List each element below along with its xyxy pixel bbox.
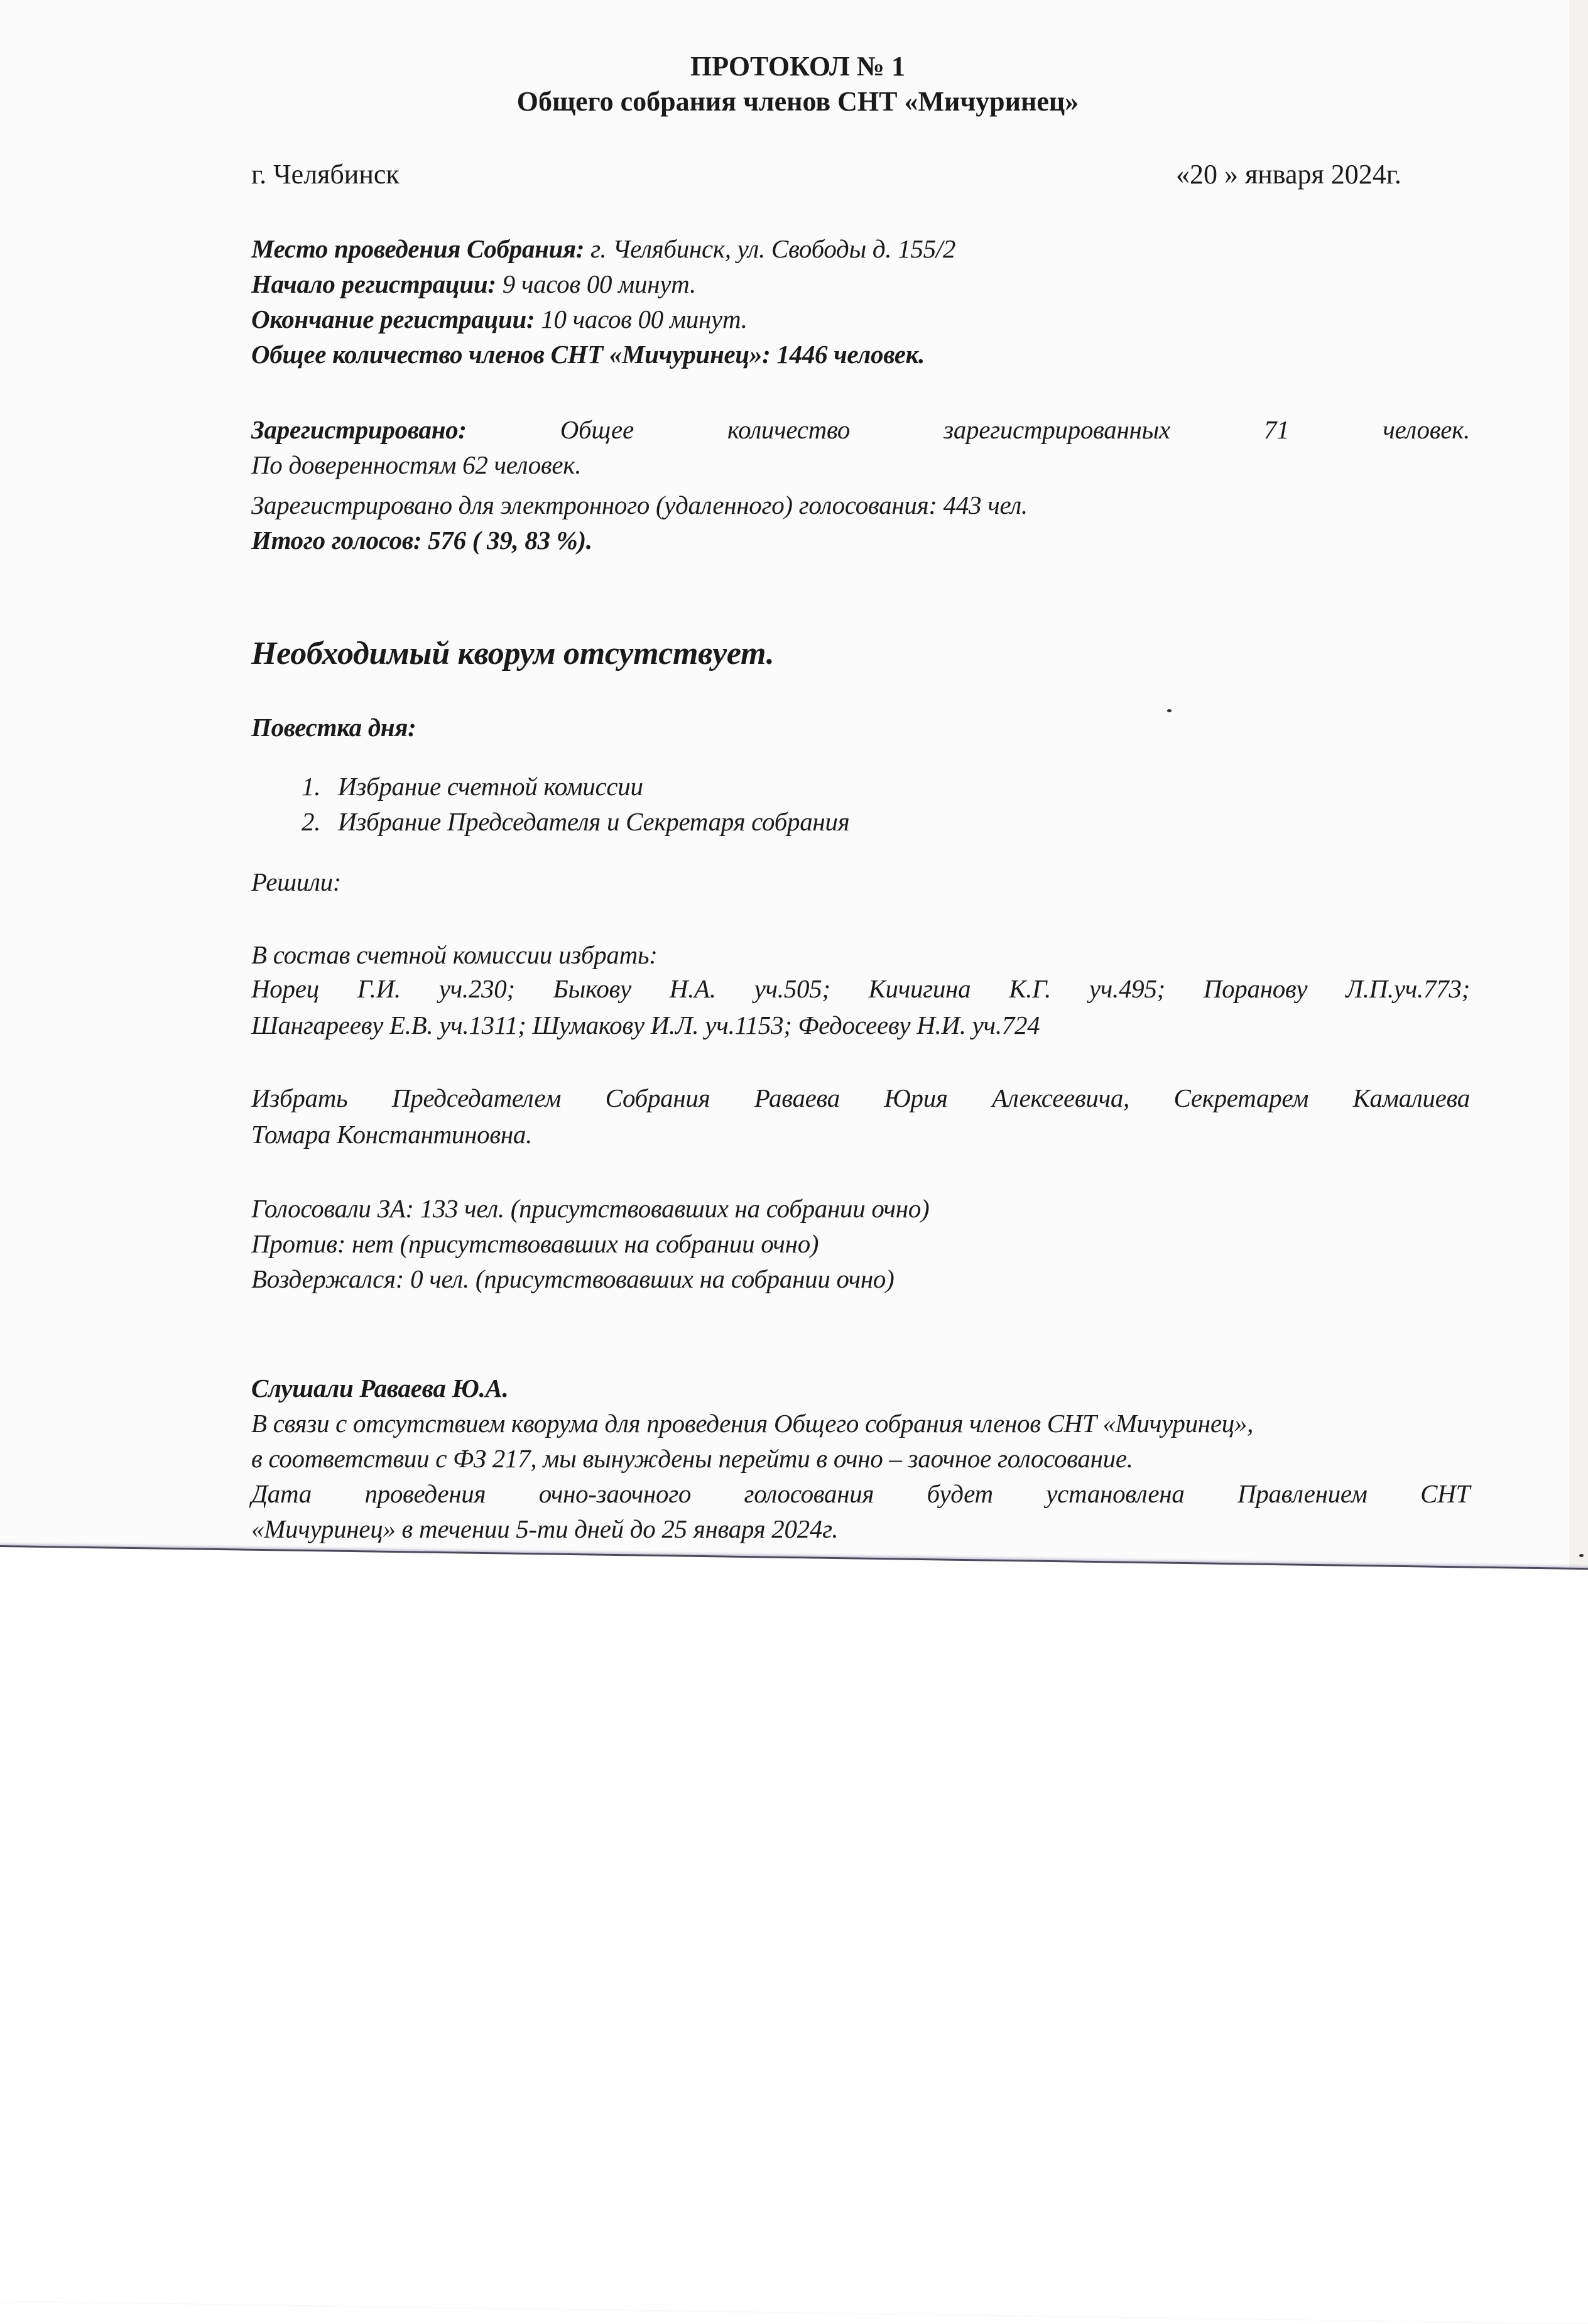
total-votes-line [251, 525, 592, 556]
agenda-item [302, 771, 643, 802]
chair-line [251, 1083, 1470, 1114]
registered-word: зарегистрированных [944, 415, 1170, 444]
lower-page-edge [0, 1545, 1588, 2324]
reg-end-value: 10 часов 00 минут. [535, 305, 748, 334]
reg-end-label: Окончание регистрации: [251, 305, 535, 334]
chair-word: Раваева [754, 1083, 840, 1112]
commission-members-line [251, 974, 1470, 1004]
heard-date-line-2: «Мичуринец» в течении 5-ти дней до 25 января 2024г. [251, 1514, 839, 1543]
commission-word: Кичигина [868, 974, 971, 1003]
chair-word: Председателем [391, 1083, 562, 1112]
city: г. Челябинск [251, 159, 400, 190]
heard-paragraph-line: в соответствии с ФЗ 217, мы вынуждены перейти в очно – заочное голосование. [251, 1444, 1133, 1473]
chair-word: Секретарем [1173, 1083, 1309, 1112]
commission-members-line-2: Шангарееву Е.В. уч.1311; Шумакову И.Л. уч.1153; Федосееву Н.И. уч.724 [251, 1011, 1040, 1040]
venue-value: г. Челябинск, ул. Свободы д. 155/2 [584, 234, 956, 263]
chair-word: Собрания [605, 1083, 710, 1112]
heard-word: Дата [251, 1479, 312, 1508]
document-title: ПРОТОКОЛ № 1 [690, 51, 905, 82]
registered-count: 71 [1263, 415, 1290, 444]
commission-word: К.Г. [1009, 974, 1051, 1003]
chair-word: Алексеевича, [992, 1083, 1129, 1112]
agenda-item-text: Избрание Председателя и Секретаря собрания [338, 807, 850, 836]
chair-line-2: Томара Константиновна. [251, 1120, 533, 1149]
scan-speck [1579, 1554, 1584, 1557]
reg-start-value: 9 часов 00 минут. [496, 269, 696, 298]
heard-label: Слушали Раваева Ю.А. [251, 1374, 509, 1403]
registered-word: количество [727, 415, 851, 444]
proxies-line: По доверенностям 62 человек. [251, 450, 582, 479]
commission-word: Поранову [1203, 974, 1308, 1003]
vote-abstain: Воздержался: 0 чел. (присутствовавших на собрании очно) [251, 1264, 895, 1293]
registered-label: Зарегистрировано: [251, 415, 467, 444]
heard-word: голосования [744, 1479, 874, 1508]
quorum-statement: Необходимый кворум отсутствует. [251, 636, 775, 671]
commission-word: уч.505; [754, 974, 830, 1003]
commission-word: Быкову [553, 974, 631, 1003]
registered-line [251, 415, 1470, 445]
registered-word: Общее [560, 415, 634, 444]
heard-paragraph-line: В связи с отсутствием кворума для проведения Общего собрания членов СНТ «Мичуринец», [251, 1409, 1254, 1438]
commission-word: уч.230; [438, 974, 515, 1003]
commission-word: уч.495; [1089, 974, 1165, 1003]
reg-end-line [251, 304, 748, 335]
reg-start-label: Начало регистрации: [251, 269, 496, 298]
heard-heading [251, 1373, 508, 1404]
agenda-label: Повестка дня: [251, 713, 416, 742]
document-subtitle: Общего собрания членов СНТ «Мичуринец» [516, 86, 1079, 117]
venue-label: Место проведения Собрания: [251, 234, 585, 263]
venue-line [251, 234, 955, 264]
commission-word: Норец [251, 974, 319, 1003]
heard-word: будет [927, 1479, 993, 1508]
decided-label: Решили: [251, 867, 342, 896]
heard-word: очно-заочного [538, 1479, 692, 1508]
heard-word: Правлением [1237, 1479, 1368, 1508]
commission-word: Н.А. [669, 974, 716, 1003]
heard-word: СНТ [1420, 1479, 1470, 1508]
total-members-line [251, 339, 925, 370]
scan-speck [1167, 709, 1172, 712]
reg-start-line [251, 269, 696, 300]
heard-word: проведения [364, 1479, 486, 1508]
chair-word: Камалиева [1352, 1083, 1470, 1112]
registered-word: человек. [1383, 415, 1470, 444]
vote-for: Голосовали ЗА: 133 чел. (присутствовавших на собрании очно) [251, 1194, 930, 1223]
commission-word: Л.П.уч.773; [1346, 974, 1470, 1003]
scan-edge-band [1569, 0, 1588, 1608]
agenda-item-number: 2. [302, 807, 321, 836]
vote-against: Против: нет (присутствовавших на собрании очно) [251, 1229, 819, 1258]
heard-date-line [251, 1479, 1470, 1509]
agenda-item [302, 806, 849, 837]
chair-word: Юрия [884, 1083, 948, 1112]
commission-intro: В состав счетной комиссии избрать: [251, 940, 658, 969]
total-members: Общее количество членов СНТ «Мичуринец»: 1446 человек. [251, 340, 925, 369]
document-date: «20 » января 2024г. [1176, 159, 1401, 190]
agenda-item-number: 1. [302, 772, 321, 801]
heard-word: установлена [1046, 1479, 1185, 1508]
total-votes: Итого голосов: 576 ( 39, 83 %). [251, 526, 592, 555]
agenda-item-text: Избрание счетной комиссии [338, 772, 643, 801]
chair-word: Избрать [251, 1083, 348, 1112]
agenda-heading [251, 712, 416, 743]
electronic-line: Зарегистрировано для электронного (удаленного) голосования: 443 чел. [251, 491, 1028, 519]
commission-word: Г.И. [357, 974, 401, 1003]
